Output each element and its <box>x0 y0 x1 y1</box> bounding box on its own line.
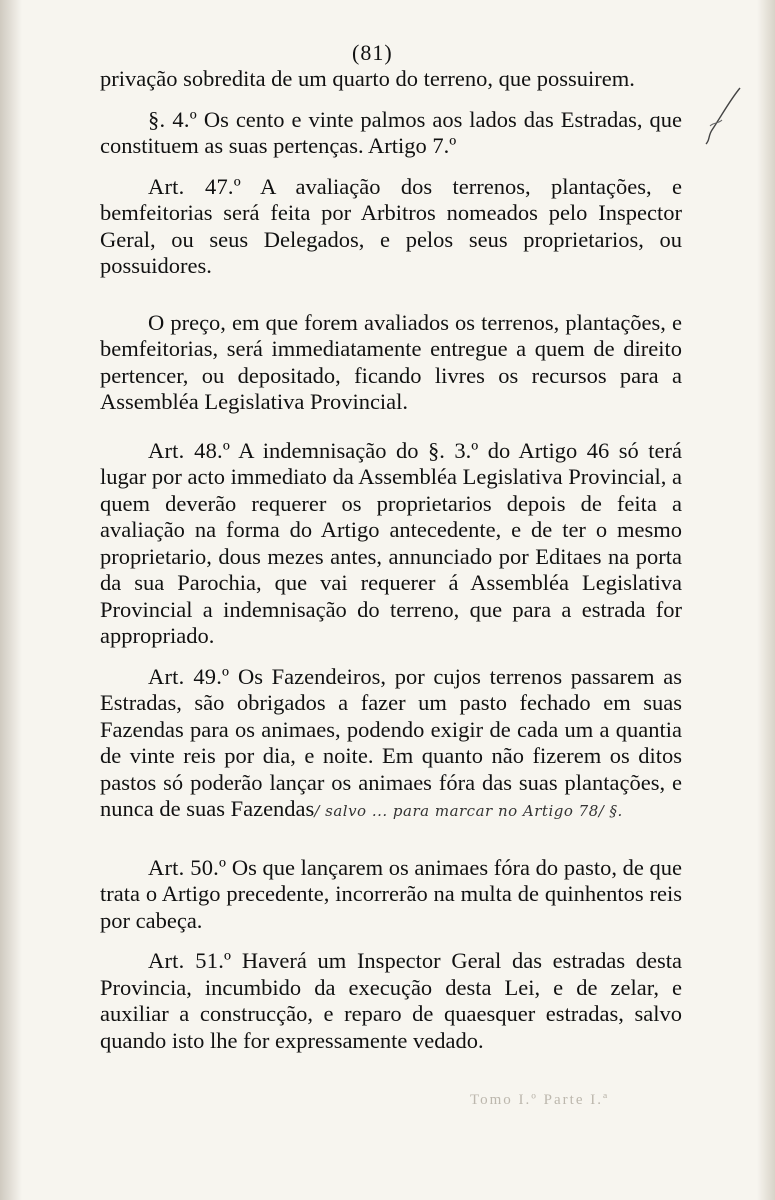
paragraph-text: A avaliação dos terrenos, plantações, e bemfeitorias será feita por Arbitros nomeados pelo Inspector Geral, ou seus Delegados, e pelos seus proprietarios, ou possuidores. <box>100 173 682 278</box>
article-paragraph <box>100 174 682 280</box>
article-label: Art. 51.º <box>148 948 232 973</box>
article-label: Art. 48.º <box>148 437 231 463</box>
paragraph-text: O preço, em que forem avaliados os terrenos, plantações, e bemfeitorias, será immediatamente entregue a quem de direito pertencer, ou depositado, ficando livres os recursos para a Assembléa Legislativa Provincial. <box>100 309 682 414</box>
paragraph-text: A indemnisação do §. 3.º do Artigo 46 só terá lugar por acto immediato da Assembléa Legislativa Provincial, a quem deverão requerer os proprietarios depois de feita a avaliação na forma do Artigo antecedente, e de ter o mesmo proprietario, dous mezes antes, annunciado por Editaes na porta da sua Parochia, que vai requerer á Assembléa Legislativa Provincial a indemnisação do terreno, que para a estrada for appropriado. <box>100 437 682 648</box>
bleed-through-footer: Tomo I.º Parte I.ª <box>470 1092 610 1108</box>
paragraph-continuation <box>100 66 682 93</box>
page-left-edge-shadow <box>0 0 22 1200</box>
article-paragraph <box>100 855 682 935</box>
paragraph-text: Os que lançarem os animaes fóra do pasto, de que trata o Artigo precedente, incorrerão na multa de quinhentos reis por cabeça. <box>100 854 682 933</box>
section-label: §. 4.º <box>148 106 197 132</box>
paragraph-text: privação sobredita de um quarto do terreno, que possuirem. <box>100 66 635 91</box>
paragraph-text: Os Fazendeiros, por cujos terrenos passarem as Estradas, são obrigados a fazer um pasto fechado em suas Fazendas para os animaes, podendo exigir de cada um a quantia de vinte reis por dia, e noite. Em quanto não fizerem os ditos pastos só poderão lançar os animaes fóra das suas plantações, e nunca de suas Fazendas <box>100 663 682 821</box>
article-label: Art. 50.º <box>148 854 227 880</box>
paragraph-text: Os cento e vinte palmos aos lados das Estradas, que constituem as suas pertenças. Artigo 7.º <box>100 106 683 158</box>
article-paragraph <box>100 664 682 825</box>
page-right-edge-shadow <box>757 0 775 1200</box>
page-number: (81) <box>352 40 393 65</box>
article-paragraph <box>100 438 682 650</box>
article-label: Art. 49.º <box>148 663 230 689</box>
handwritten-note: / salvo ... para marcar no Artigo 78/ §. <box>314 802 623 820</box>
page-body <box>100 66 682 1054</box>
paragraph-text: Haverá um Inspector Geral das estradas desta Provincia, incumbido da execução desta Lei, e de zelar, e auxiliar a construcção, e reparo de quaesquer estradas, salvo quando isto lhe for expressamente vedado. <box>100 948 683 1053</box>
section-paragraph <box>100 107 682 160</box>
article-paragraph <box>100 948 682 1054</box>
margin-pen-doodle <box>700 80 750 150</box>
article-label: Art. 47.º <box>148 173 241 199</box>
paragraph <box>100 310 682 416</box>
